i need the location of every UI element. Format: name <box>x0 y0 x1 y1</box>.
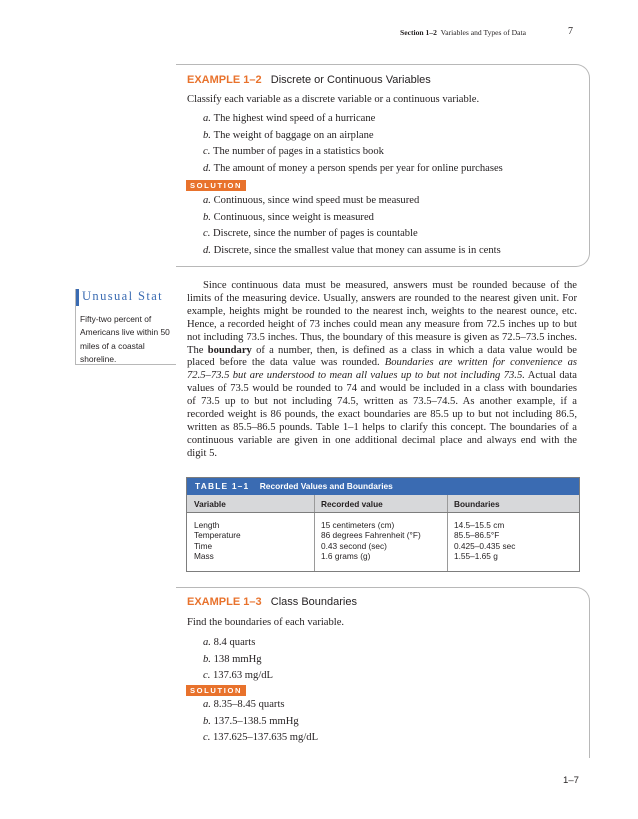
column-divider <box>314 495 315 512</box>
unusual-stat-tab <box>75 289 176 306</box>
sidebar-title: Unusual Stat <box>82 289 164 303</box>
table-title: Recorded Values and Boundaries <box>259 481 393 491</box>
table-cell: 14.5–15.5 cm <box>454 520 505 530</box>
item-text: 137.63 mg/dL <box>213 670 274 681</box>
item-text: Discrete, since the smallest value that money can assume is in cents <box>213 244 501 256</box>
example-number: EXAMPLE 1–3 <box>187 596 262 608</box>
example-prompt: Classify each variable as a discrete variable or a continuous variable. <box>187 94 480 105</box>
page-number: 7 <box>568 26 573 37</box>
item-text: 137.5–138.5 mmHg <box>213 715 299 727</box>
example-name: Class Boundaries <box>270 596 357 608</box>
solution-label: SOLUTION <box>186 685 246 696</box>
item-text: 8.4 quarts <box>213 637 256 648</box>
item-letter: c. <box>203 146 213 157</box>
paragraph-line: written as 85.5–86.5 pounds. Table 1–1 helps to clarify this concept. The boundaries of a <box>187 421 577 433</box>
item-letter: a. <box>203 195 214 206</box>
item-letter: a. <box>203 637 214 648</box>
solution-item <box>203 243 501 260</box>
solution-item <box>203 697 318 714</box>
table-1-1 <box>186 477 580 572</box>
list-item <box>203 668 273 685</box>
paragraph-line: placed before the data value was rounded. Boundaries are written for convenience as <box>187 357 577 369</box>
table-cell: Mass <box>194 550 214 561</box>
list-item <box>203 652 273 669</box>
list-item <box>203 111 503 128</box>
example-name: Discrete or Continuous Variables <box>270 74 431 86</box>
item-letter: c. <box>203 228 213 239</box>
list-item <box>203 128 503 145</box>
item-text: 137.625–137.635 mg/dL <box>213 732 319 743</box>
section-title: Variables and Types of Data <box>440 28 526 37</box>
solution-items <box>203 193 501 259</box>
item-letter: b. <box>203 129 214 141</box>
item-letter: c. <box>203 732 213 743</box>
item-text: Discrete, since the number of pages is countable <box>213 228 418 239</box>
column-recorded-value <box>321 520 421 561</box>
paragraph-line: not including 73.5 inches. Thus, the boundary of this measure is given as 72.5–73.5 inches. <box>187 331 577 343</box>
item-text: Continuous, since weight is measured <box>213 211 374 223</box>
solution-label: SOLUTION <box>186 180 246 191</box>
paragraph-line: of 73.5 up to but not including 74.5, written as 73.5–74.5. As another example, if a <box>187 396 577 408</box>
paragraph-line: Hence, a recorded height of 73 inches could mean any measure from 72.5 inches up to but <box>187 318 577 330</box>
table-cell: Temperature <box>194 530 241 541</box>
item-text: The amount of money a person spends per year for online purchases <box>213 162 503 174</box>
footer-page-label: 1–7 <box>563 775 580 786</box>
example-title-1 <box>187 74 431 86</box>
table-cell: 0.43 second (sec) <box>321 540 387 551</box>
example-title-2 <box>187 596 357 608</box>
item-letter: a. <box>203 699 214 710</box>
table-cell: 0.425–0.435 sec <box>454 540 516 551</box>
emphasis-text: 72.5–73.5 but are understood to mean all values up to but not including 73.5. <box>187 370 525 382</box>
paragraph-line: continuous variable are given in one additional decimal place and always end with the <box>187 434 577 446</box>
sidebar-rule <box>75 289 76 365</box>
item-text: 138 mmHg <box>213 653 262 665</box>
paragraph-line: recorded weight is 86 pounds, the exact boundaries are 85.5 up to but not including 86.5, <box>187 409 577 421</box>
column-variable <box>194 520 241 561</box>
paragraph-line: example, heights might be rounded to the nearest inch, weights to the nearest ounce, etc. <box>187 305 577 317</box>
solution-item <box>203 210 501 227</box>
table-cell: 15 centimeters (cm) <box>321 520 395 530</box>
item-letter: d. <box>203 162 214 174</box>
item-letter: b. <box>203 715 214 727</box>
table-cell: Length <box>194 520 220 530</box>
paragraph-line: limits of the measuring device. Usually, answers are rounded to the nearest given unit. For <box>187 292 577 304</box>
table-cell: 86 degrees Fahrenheit (°F) <box>321 530 421 541</box>
section-label: Section 1–2 <box>400 28 437 37</box>
table-cell: 85.5–86.5°F <box>454 530 500 541</box>
term-bold: boundary <box>207 344 252 356</box>
sidebar-bottom-rule <box>75 364 176 365</box>
table-label: TABLE 1–1 <box>195 481 250 491</box>
item-letter: a. <box>203 113 214 124</box>
table-cell: 1.6 grams (g) <box>321 550 371 561</box>
solution-item <box>203 226 501 243</box>
item-text: The number of pages in a statistics book <box>213 146 384 157</box>
column-divider <box>314 513 315 571</box>
paragraph-line: Since continuous data must be measured, answers must be rounded because of the <box>203 280 577 291</box>
body-paragraph <box>187 280 577 461</box>
example-prompt: Find the boundaries of each variable. <box>187 617 345 628</box>
solution-items <box>203 697 318 747</box>
example-items <box>203 635 273 685</box>
column-boundaries <box>454 520 515 561</box>
paragraph-line: digit 5. <box>187 447 218 459</box>
item-letter: c. <box>203 670 213 681</box>
item-letter: b. <box>203 653 214 665</box>
solution-item <box>203 730 318 747</box>
item-letter: d. <box>203 244 214 256</box>
column-divider <box>447 495 448 512</box>
column-divider <box>447 513 448 571</box>
item-letter: b. <box>203 211 214 223</box>
list-item <box>203 144 503 161</box>
paragraph-line: The boundary of a number, then, is defined as a class in which a data value would be <box>187 344 577 356</box>
item-text: 8.35–8.45 quarts <box>213 699 285 710</box>
emphasis-text: Boundaries are written for convenience as <box>384 357 577 369</box>
table-caption <box>187 478 579 495</box>
solution-item <box>203 193 501 210</box>
header-recorded-value: Recorded value <box>321 499 383 509</box>
example-items <box>203 111 503 177</box>
sidebar-text: Fifty-two percent of Americans live within 50 miles of a coastal shoreline. <box>80 314 170 365</box>
table-cell: Time <box>194 540 213 551</box>
solution-item <box>203 714 318 731</box>
list-item <box>203 161 503 178</box>
example-number: EXAMPLE 1–2 <box>187 74 262 86</box>
header-variable: Variable <box>194 499 226 509</box>
table-cell: 1.55–1.65 g <box>454 550 498 561</box>
item-text: The highest wind speed of a hurricane <box>213 113 376 124</box>
item-text: Continuous, since wind speed must be measured <box>213 195 420 206</box>
item-text: The weight of baggage on an airplane <box>213 129 374 141</box>
table-header-row <box>187 495 579 513</box>
running-header <box>400 28 526 37</box>
table-body <box>187 513 579 571</box>
list-item <box>203 635 273 652</box>
header-boundaries: Boundaries <box>454 499 500 509</box>
paragraph-line: 72.5–73.5 but are understood to mean all values up to but not including 73.5. Actual data <box>187 370 577 382</box>
paragraph-line: values of 73.5 would be rounded to 74 and would be included in a class with boundaries <box>187 383 577 395</box>
